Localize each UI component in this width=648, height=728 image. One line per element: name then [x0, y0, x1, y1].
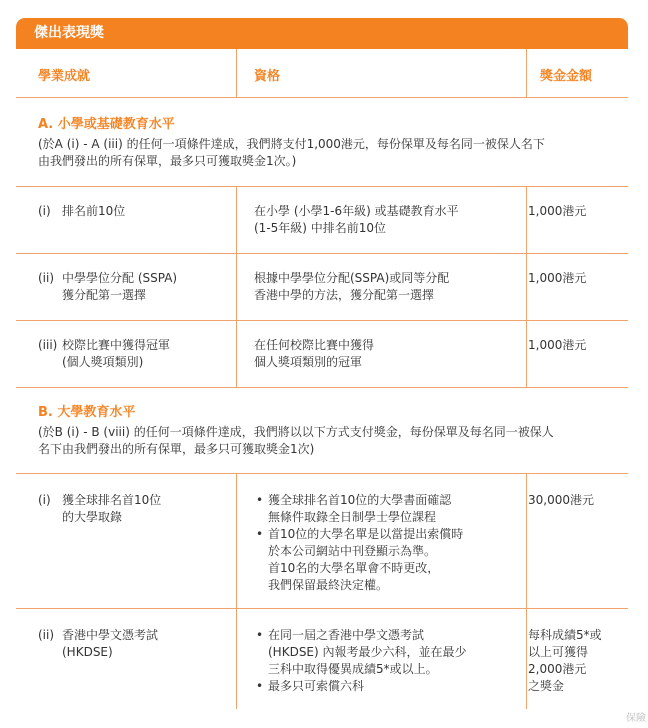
- achievement-sub: (HKDSE): [62, 645, 113, 659]
- section-b-title: B. 大學教育水平: [38, 405, 136, 420]
- qualification-line: 香港中學的方法，獲分配第一選擇: [254, 288, 435, 302]
- achievement-sub: (個人獎項類別): [62, 355, 144, 369]
- achievement: 排名前10位: [62, 204, 126, 218]
- table-row: [16, 609, 628, 709]
- achievement-sub: 獲分配第一選擇: [62, 288, 147, 302]
- row-number: (ii): [38, 628, 55, 642]
- award-table: [16, 18, 628, 709]
- header-amount: 獎金金額: [540, 69, 593, 84]
- qualification-line: 在任何校際比賽中獲得: [254, 338, 375, 352]
- row-number: (i): [38, 204, 51, 218]
- section-a-title: A. 小學或基礎教育水平: [38, 117, 175, 132]
- achievement: 中學學位分配 (SSPA): [62, 271, 178, 285]
- qualification-line: (1-5年級) 中排名前10位: [254, 221, 387, 235]
- qualification-bullet: • 在同一屆之香港中學文憑考試 (HKDSE) 內報考最少六科，並在最少 三科中取得優異成績5*或以上。: [254, 627, 516, 678]
- amount: 30,000港元: [528, 493, 594, 507]
- achievement: 香港中學文憑考試: [62, 628, 159, 642]
- section-a-note-2: 由我們發出的所有保單，最多只可獲取獎金1次。): [38, 154, 297, 168]
- achievement: 校際比賽中獲得冠軍: [62, 338, 171, 352]
- achievement: 獲全球排名首10位: [62, 493, 162, 507]
- row-number: (i): [38, 493, 51, 507]
- watermark: 保險: [626, 713, 646, 724]
- qualification-line: 個人獎項類別的冠軍: [254, 355, 363, 369]
- table-row: [16, 254, 628, 321]
- section-b-note-2: 名下由我們發出的所有保單，最多只可獲取獎金1次): [38, 442, 315, 456]
- qualification-bullet: • 最多只可索償六科: [254, 678, 516, 695]
- amount: 每科成績5*或 以上可獲得 2,000港元 之獎金: [528, 628, 602, 693]
- amount: 1,000港元: [528, 271, 587, 285]
- table-row: [16, 474, 628, 609]
- section-a-note-1: (於A (i) - A (iii) 的任何一項條件達成，我們將支付1,000港元，每份保單及每名同一被保人名下: [38, 137, 545, 151]
- row-number: (ii): [38, 271, 55, 285]
- table-row: [16, 187, 628, 254]
- qualification-bullet: • 獲全球排名首10位的大學書面確認 無條件取錄全日制學士學位課程: [254, 492, 516, 526]
- section-b-note-1: (於B (i) - B (viii) 的任何一項條件達成，我們將以以下方式支付獎金，每份保單及每名同一被保人: [38, 425, 554, 439]
- table-header: [16, 49, 628, 98]
- header-qualification: 資格: [254, 69, 281, 84]
- section-b-header: [16, 388, 628, 474]
- achievement-sub: 的大學取錄: [62, 510, 123, 524]
- section-a-header: [16, 98, 628, 187]
- header-achievement: 學業成就: [38, 69, 91, 84]
- amount: 1,000港元: [528, 204, 587, 218]
- table-row: [16, 321, 628, 388]
- qualification-line: 在小學 (小學1-6年級) 或基礎教育水平: [254, 204, 459, 218]
- qualification-bullet: • 首10位的大學名單是以當提出索償時 於本公司網站中刊登顯示為準。 首10名的大學名單會不時更改， 我們保留最終決定權。: [254, 526, 516, 594]
- row-number: (iii): [38, 338, 58, 352]
- banner-title: 傑出表現獎: [16, 18, 628, 49]
- qualification-line: 根據中學學位分配(SSPA)或同等分配: [254, 271, 450, 285]
- amount: 1,000港元: [528, 338, 587, 352]
